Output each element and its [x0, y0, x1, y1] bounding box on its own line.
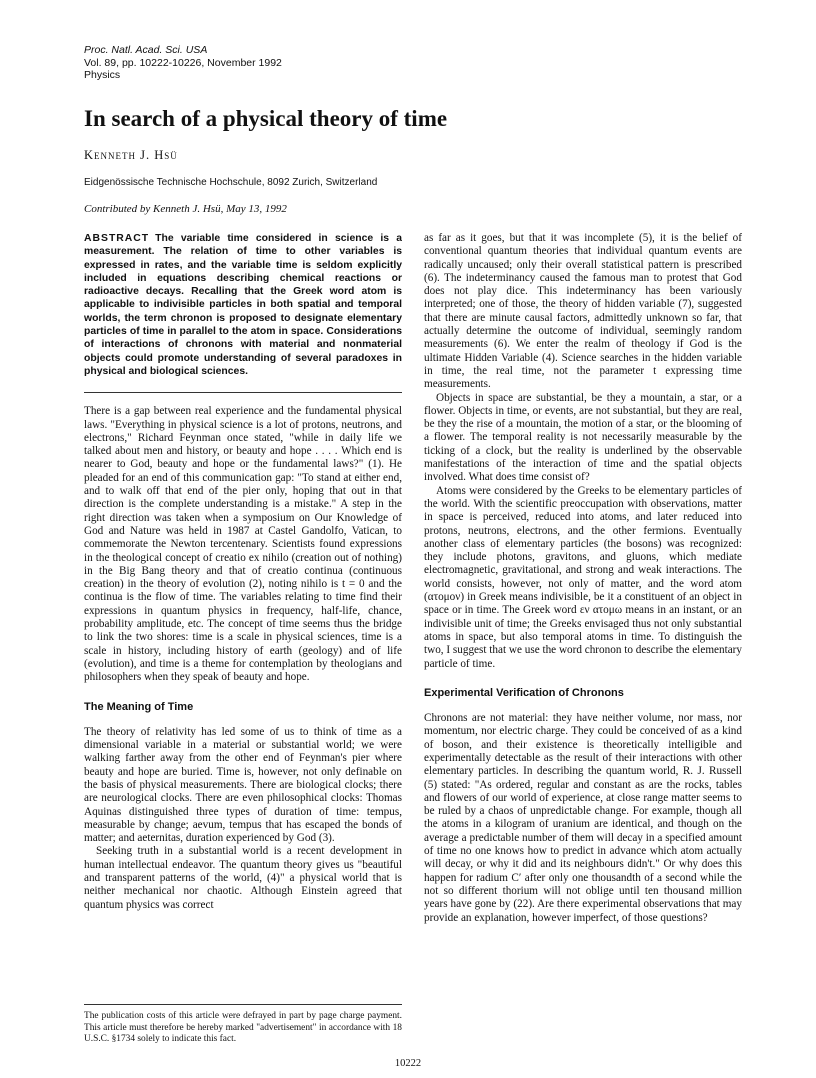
journal-name: Proc. Natl. Acad. Sci. USA: [84, 44, 208, 56]
article-affiliation: Eidgenössische Technische Hochschule, 8092 Zurich, Switzerland: [84, 177, 378, 188]
footnote: The publication costs of this article were defrayed in part by page charge payment. This article must therefore be hereby marked "advertisement" in accordance with 18 U.S.C. §1734 solely to indicate this fact.: [84, 1011, 402, 1044]
footnote-divider: [84, 1004, 402, 1005]
page-number: 10222: [394, 1058, 422, 1069]
section-heading-verification: Experimental Verification of Chronons: [424, 686, 624, 699]
right-paragraph-4: Chronons are not material: they have neither volume, nor mass, nor momentum, nor electric charge. They could be conceived of as a kind of boson, and their existence is theoretically intelligible and experimentally detectable as the result of their interactions with other elementary particles. In describing the quantum world, R. J. Russell (5) stated: "As ordered, regular and constant as are the rocks, tables and flowers of our world of experience, at close range matter seems to be ruled by a chaos of unpredictable change. For example, though all the atoms in a kilogram of uranium are identical, and though on the average a predictable number of them will decay in a specified amount of time no one knows how to predict in advance which atom actually will decay, or why it did and its neighbours didn't." Or why does this happen for radium C′ after only one thousandth of a second while the not so different thorium will not oblige until ten thousand million years have gone by (22). Are there experimental observations that may provide an explanation, however imperfect, of those questions?: [424, 712, 742, 924]
right-paragraph-2: Objects in space are substantial, be they a mountain, a star, or a flower. Objects in time, or events, are not substantial, but they are real, be they the rise of a mountain, the motion of a star, or the blooming of a flower. The temporal reality is not necessarily measurable by the ticking of a clock, but the reality is underlined by the observable manifestations of the interaction of time and the spatial objects involved. What does time consist of?: [424, 391, 742, 484]
meaning-paragraph-1: The theory of relativity has led some of us to think of time as a dimensional variable in a material or substantial world; we were walking farther away from the other end of Feynman's pier where beauty and hope are buried. Time is, however, not only definable on the basis of physical measurements. There are biological clocks; there are neurological clocks. There are even philosophical clocks: Thomas Aquinas distinguished three types of duration of time: tempus, measurable by change; aevum, tempus that has escaped the bonds of matter; and aeternitas, duration experienced by God (3).: [84, 725, 402, 845]
section-heading-meaning-of-time: The Meaning of Time: [84, 700, 194, 713]
article-title: In search of a physical theory of time: [84, 106, 448, 131]
right-column: [424, 232, 742, 1054]
left-column: [84, 232, 402, 1000]
right-paragraph-3: Atoms were considered by the Greeks to be elementary particles of the world. With the scientific preoccupation with observations, matter in space is perceived, reduced into atoms, and later reduced into protons, neutrons, electrons, and the other fermions. Eventually another class of elementary particles (the bosons) was recognized: they include photons, gravitons, and gluons, which mediate electromagnetic, gravitational, and strong and weak interactions. The world consists, however, not only of matter, and the word atom (ατομον) in Greek means indivisible, be it a constituent of an object in space or in time. The Greek word εν ατομω means in an instant, or an indivisible unit of time; the Greeks envisaged thus not only substantial atoms in space, but also temporal atoms in time. To distinguish the two, I suggest that we use the word chronon to describe the elementary particle of time.: [424, 484, 742, 670]
abstract: [84, 232, 402, 378]
meaning-paragraph-2: Seeking truth in a substantial world is a recent development in human intellectual endeavor. The quantum theory gives us "beautiful and transparent patterns of the world, (4)" a physical world that is neither mechanical nor chaotic. Although Einstein agreed that quantum physics was correct: [84, 845, 402, 911]
right-paragraph-1: as far as it goes, but that it was incomplete (5), it is the belief of conventional quantum theories that individual quantum events are radically uncaused; only their overall statistical pattern is prescribed (6). The indeterminancy caused the famous man to protest that God does not play dice. This indeterminancy has been variously interpreted; one of those, the theory of hidden variable (7), suggested that there are minute causal factors, admittedly unknown so far, that actually determine the outcome of individual, seemingly random measurements (6). We enter the realm of theology if God is the ultimate Hidden Variable (4). Science searches in the hidden variable in time, the real time, not the parameter t expressing time measurements.: [424, 232, 742, 391]
abstract-divider: [84, 392, 402, 393]
journal-volume: Vol. 89, pp. 10222-10226, November 1992: [84, 56, 282, 69]
abstract-text: The variable time considered in science is a measurement. The relation of time to other variables is expressed in rates, and the variable time is seldom explicitly included in equations describing chemical reactions or radioactive decays. Recalling that the Greek word atom is applicable to indivisible particles in both spatial and temporal worlds, the term chronon is proposed to designate elementary particles of time in parallel to the atom in space. Considerations of interactions of chronons with material and nonmaterial objects could promote understanding of several paradoxes in physical and biological sciences.: [84, 233, 402, 377]
article-contributed: Contributed by Kenneth J. Hsü, May 13, 1992: [84, 203, 287, 215]
intro-paragraph: There is a gap between real experience and the fundamental physical laws. "Everything in physical science is a lot of protons, neutrons, and electrons," Richard Feynman once stated, "while in daily life we talked about men and history, or beauty and hope . . . . Which end is nearer to God, beauty and hope or the fundamental laws?" (1). He pleaded for an end of this communication gap: "To stand at either end, and to walk off that end of the pier only, hoping that out in that direction is the complete understanding is a mistake." A step in the right direction was taken when a symposium on Our Knowledge of God and Nature was held in 1987 at Castel Gandolfo, Vatican, to commemorate the Newton tercentenary. Scientists found expressions in the theological concept of creatio ex nihilo (creation out of nothing) in the Big Bang theory and that of creatio continua (continuous creation) in the theory of evolution (2), noting nihilo is t = 0 and the continua is the flow of time. The variables relating to time find their expressions in quantum physics in frequency, half-life, chance, probability amplitude, etc. The concept of time seems thus the bridge to link the two shores: time is a scale in physical sciences, time is a scale in history, including history of earth (geology) and of life (evolution), and time is a theme for contemplation by theologians and philosophers when they speak of beauty and hope.: [84, 405, 402, 684]
journal-header: [84, 44, 282, 82]
article-author: Kenneth J. Hsü: [84, 148, 178, 162]
journal-section: Physics: [84, 69, 121, 81]
abstract-heading: ABSTRACT: [84, 233, 150, 244]
